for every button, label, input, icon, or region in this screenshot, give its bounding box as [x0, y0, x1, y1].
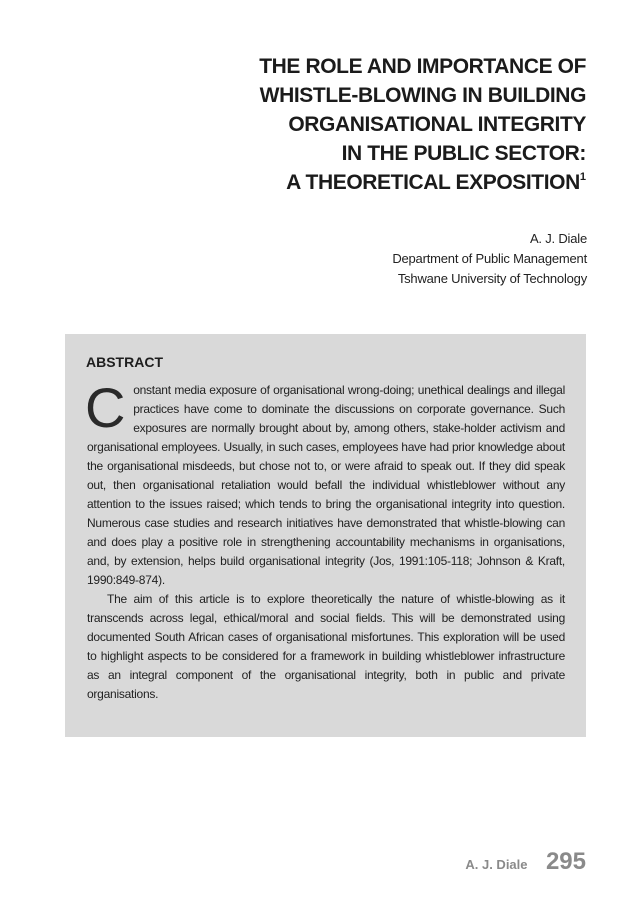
author-name: A. J. Diale	[529, 231, 587, 246]
abstract-heading: ABSTRACT	[86, 354, 163, 370]
author-department: Department of Public Management	[392, 251, 587, 266]
author-institution: Tshwane University of Technology	[397, 271, 587, 286]
abstract-paragraph-1	[85, 376, 565, 590]
title-line-4: IN THE PUBLIC SECTOR:	[341, 142, 586, 165]
article-title	[150, 52, 586, 197]
title-line-1: THE ROLE AND IMPORTANCE OF	[259, 55, 586, 78]
page-footer	[465, 848, 586, 876]
abstract-box	[65, 334, 586, 737]
title-line-5	[150, 168, 586, 197]
page-number: 295	[545, 848, 586, 875]
title-line-2: WHISTLE-BLOWING IN BUILDING	[259, 84, 586, 107]
footnote-marker[interactable]: 1	[579, 171, 586, 183]
title-line-3: ORGANISATIONAL INTEGRITY	[288, 113, 586, 136]
drop-cap: C	[85, 376, 126, 439]
author-block	[300, 229, 587, 289]
abstract-paragraph-2: The aim of this article is to explore theoretically the nature of whistle-blowing as it transcends across legal, ethical/moral and social fields. This will be demonstrated using documented South African cases of organisational misfortunes. This exploration will be used to highlight aspects to be considered for a framework in building whistleblower infrastructure as an integral component of the organisational integrity, both in public and private organisations.	[87, 592, 565, 701]
footer-author: A. J. Diale	[465, 857, 528, 872]
abstract-paragraph-1-text: onstant media exposure of organisational wrong-doing; unethical dealings and illegal practices have come to dominate the discussions on corporate governance. Such exposures are normally brought about by, among others, stake-holder activism and organisational employees. Usually, in such cases, employees have had prior knowledge about the organisational misdeeds, but chose not to, or were afraid to speak out. If they did speak out, then organisational retaliation would befall the individual whistleblower without any attention to the issues raised; which tends to bring the organisational integrity into question. Numerous case studies and research initiatives have demonstrated that whistle-blowing can and does play a positive role in strengthening accountability mechanisms in organisations, and, by extension, helps build organisational integrity (Jos, 1991:105-118; Johnson & Kraft, 1990:849-874).	[87, 383, 565, 587]
abstract-body	[85, 376, 565, 704]
title-line-5-text: A THEORETICAL EXPOSITION	[286, 171, 580, 194]
